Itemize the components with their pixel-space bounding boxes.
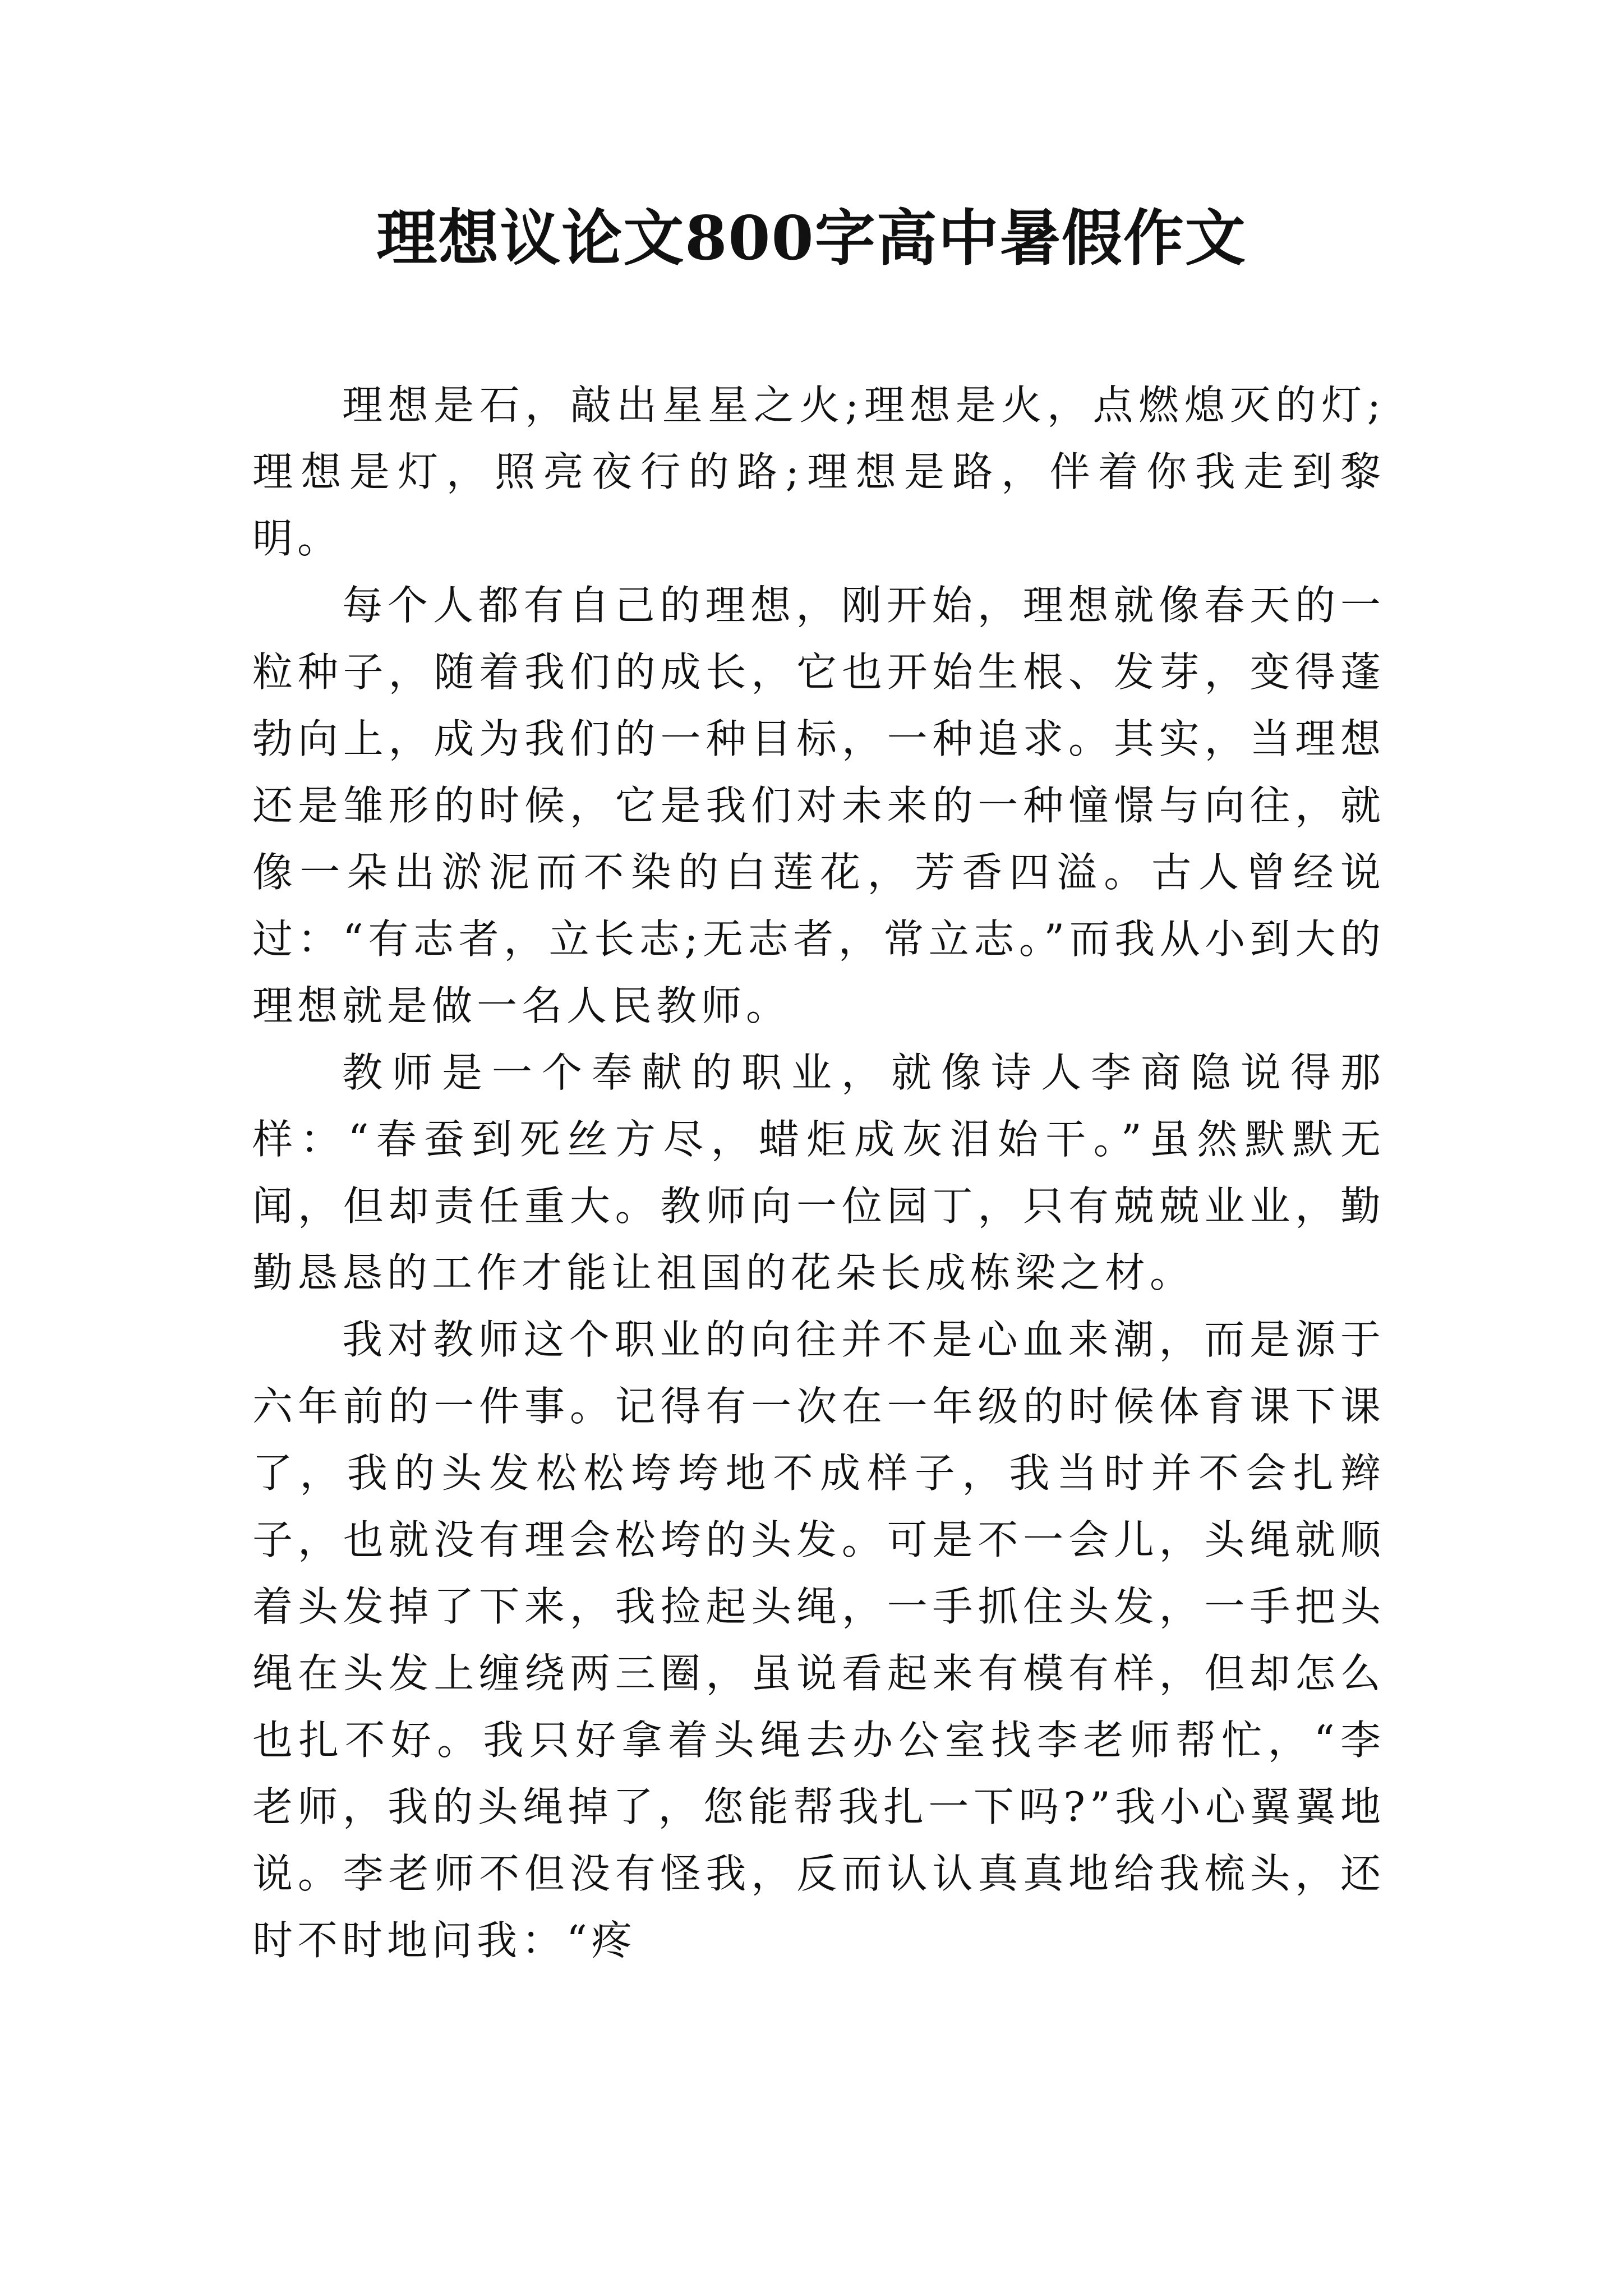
paragraph-3: 教师是一个奉献的职业，就像诗人李商隐说得那样：“春蚕到死丝方尽，蜡炬成灰泪始干。”虽然默默无闻，但却责任重大。教师向一位园丁，只有兢兢业业，勤勤恳恳的工作才能让祖国的花朵长成栋梁之材。 [252, 1049, 1385, 1296]
document-title: 理想议论文800字高中暑假作文 [376, 203, 1247, 274]
document-body [252, 372, 1385, 1974]
paragraph-4: 我对教师这个职业的向往并不是心血来潮，而是源于六年前的一件事。记得有一次在一年级的时候体育课下课了，我的头发松松垮垮地不成样子，我当时并不会扎辫子，也就没有理会松垮的头发。可是不一会儿，头绳就顺着头发掉了下来，我捡起头绳，一手抓住头发，一手把头绳在头发上缠绕两三圈，虽说看起来有模有样，但却怎么也扎不好。我只好拿着头绳去办公室找李老师帮忙，“李老师，我的头绳掉了，您能帮我扎一下吗?”我小心翼翼地说。李老师不但没有怪我，反而认认真真地给我梳头，还时不时地问我：“疼 [252, 1316, 1385, 1964]
paragraph-1: 理想是石，敲出星星之火;理想是火，点燃熄灭的灯;理想是灯，照亮夜行的路;理想是路，伴着你我走到黎明。 [252, 381, 1385, 562]
paragraph-2: 每个人都有自己的理想，刚开始，理想就像春天的一粒种子，随着我们的成长，它也开始生根、发芽，变得蓬勃向上，成为我们的一种目标，一种追求。其实，当理想还是雏形的时候，它是我们对未来的一种憧憬与向往，就像一朵出淤泥而不染的白莲花，芳香四溢。古人曾经说过：“有志者，立长志;无志者，常立志。”而我从小到大的理想就是做一名人民教师。 [252, 582, 1385, 1029]
